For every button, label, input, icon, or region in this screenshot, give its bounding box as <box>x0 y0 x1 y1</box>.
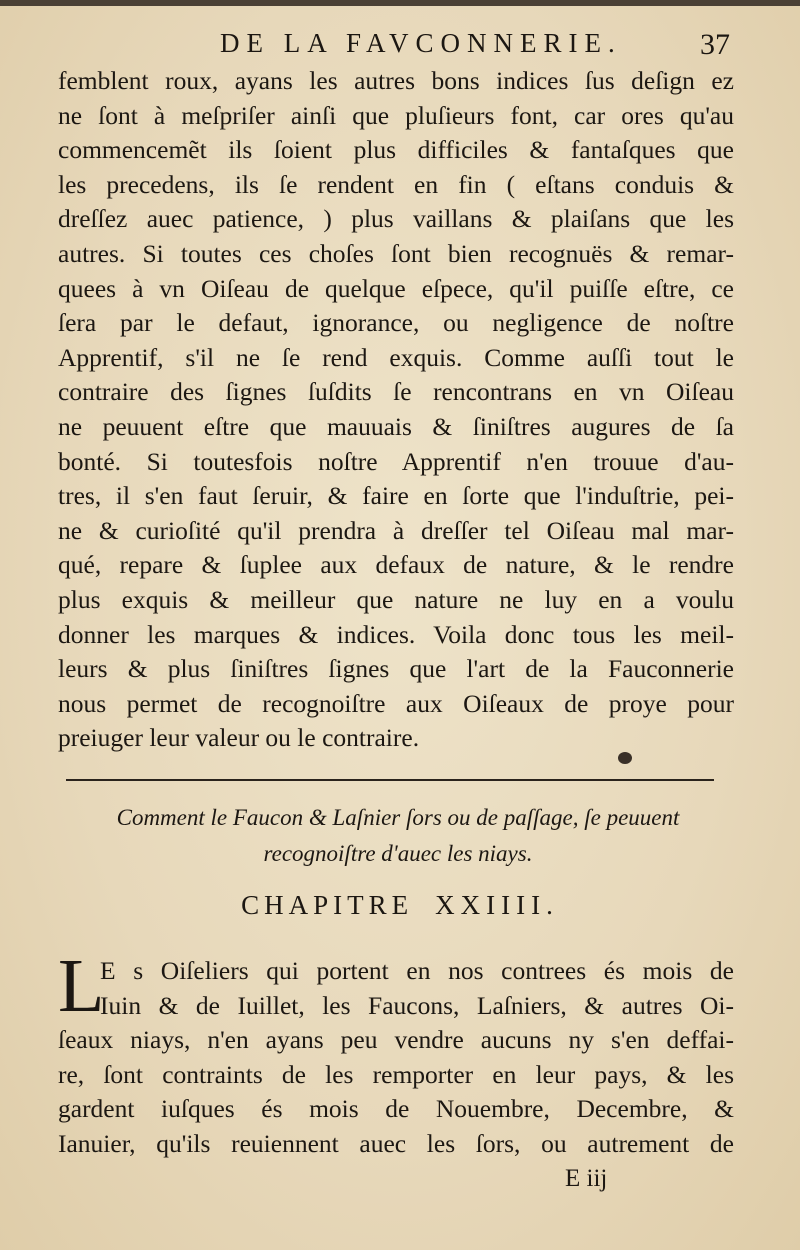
running-head-title: DE LA FAVCONNERIE. <box>220 28 622 58</box>
body-text <box>58 64 734 756</box>
text-line: plus exquis & meilleur que nature ne luy en a voulu <box>58 584 734 614</box>
text-line: tres, il s'en faut ſeruir, & faire en ſorte que l'induſtrie, pei- <box>58 481 734 511</box>
text-line: ſeaux niays, n'en ayans peu vendre aucuns ny s'en deffai- <box>58 1025 734 1055</box>
text-line: ne ſont à meſpriſer ainſi que pluſieurs font, car ores qu'au <box>58 100 734 130</box>
text-line: contraire des ſignes ſuſdits ſe rencontrans en vn Oiſeau <box>58 377 734 407</box>
text-line: leurs & plus ſiniſtres ſignes que l'art de la Fauconnerie <box>58 654 734 684</box>
section-heading-line: recognoiſtre d'auec les niays. <box>263 841 533 866</box>
text-line: ne & curioſité qu'il prendra à dreſſer tel Oiſeau mal mar- <box>58 515 734 545</box>
section-heading <box>58 800 738 872</box>
text-line: Ianuier, qu'ils reuiennent auec les ſors, ou autrement de <box>58 1128 734 1158</box>
ink-ornament <box>618 752 632 764</box>
text-line: preiuger leur valeur ou le contraire. <box>58 723 420 753</box>
text-line: quees à vn Oiſeau de quelque eſpece, qu'il puiſſe eſtre, ce <box>58 273 734 303</box>
text-line: nous permet de recognoiſtre aux Oiſeaux de proye pour <box>58 688 734 718</box>
text-line: Apprentif, s'il ne ſe rend exquis. Comme auſſi tout le <box>58 342 734 372</box>
text-line: autres. Si toutes ces choſes ſont bien recognuës & remar- <box>58 238 734 268</box>
chapter-number: XXIIII. <box>435 890 559 920</box>
page-top-edge <box>0 0 800 6</box>
text-line: bonté. Si toutesfois noſtre Apprentif n'en trouue d'au- <box>58 446 734 476</box>
text-line: re, ſont contraints de les remporter en leur pays, & les <box>58 1059 734 1089</box>
text-line: femblent roux, ayans les autres bons indices ſus deſign ez <box>58 66 734 95</box>
text-line: gardent iuſques és mois de Nouembre, Decembre, & <box>58 1094 734 1124</box>
chapter-text <box>58 954 734 1162</box>
page-number: 37 <box>700 28 730 61</box>
chapter-label: CHAPITRE <box>241 890 414 920</box>
text-line: ne peuuent eſtre que mauuais & ſiniſtres augures de ſa <box>58 411 734 441</box>
running-head <box>0 24 800 68</box>
text-line: ſera par le defaut, ignorance, ou negligence de noſtre <box>58 308 734 338</box>
section-heading-line: Comment le Faucon & Laſnier ſors ou de paſſage, ſe peuuent <box>116 805 680 830</box>
text-line: Iuin & de Iuillet, les Faucons, Laſniers, & autres Oi- <box>100 990 734 1020</box>
text-line: donner les marques & indices. Voila donc tous les meil- <box>58 619 734 649</box>
chapter-title <box>0 890 800 921</box>
drop-cap: L <box>58 944 105 1028</box>
text-line: commencemẽt ils ſoient plus difficiles & fantaſques que <box>58 135 734 165</box>
text-line: dreſſez auec patience, ) plus vaillans & plaiſans que les <box>58 204 734 234</box>
text-line: les precedens, ils ſe rendent en fin ( eſtans conduis & <box>58 169 734 199</box>
text-line: qué, repare & ſuplee aux defaux de nature, & le rendre <box>58 550 734 580</box>
section-rule <box>66 779 714 781</box>
text-line: E s Oiſeliers qui portent en nos contrees és mois de <box>100 956 734 985</box>
signature-mark: E iij <box>565 1165 608 1192</box>
